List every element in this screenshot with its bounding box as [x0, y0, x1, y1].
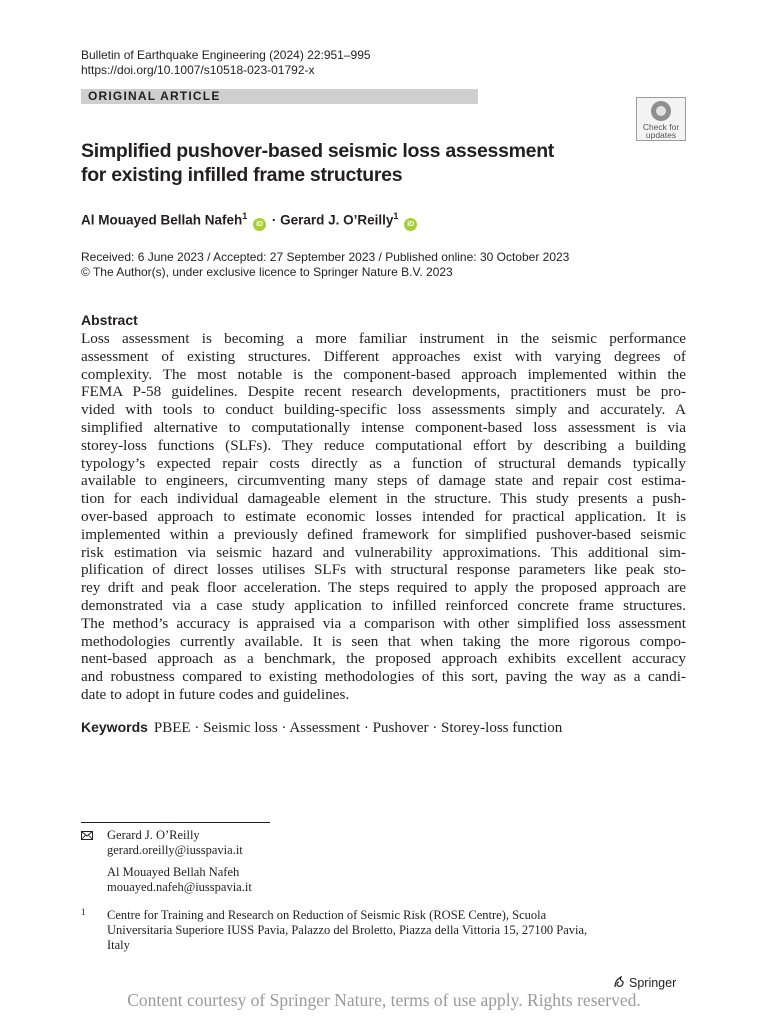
envelope-icon [81, 831, 93, 840]
corresponding-author-email[interactable]: gerard.oreilly@iusspavia.it [107, 843, 243, 857]
publisher-name: Springer [629, 976, 677, 990]
publication-dates: Received: 6 June 2023 / Accepted: 27 September 2023 / Published online: 30 October 2023 [81, 250, 570, 264]
abstract-line: over-based approach to estimate economic losses intended for practical application. It is [81, 507, 686, 525]
affiliation-text [107, 908, 647, 953]
corresponding-author-name: Gerard J. O’Reilly [107, 828, 200, 842]
abstract-line: Loss assessment is becoming a more familiar instrument in the seismic performance [81, 330, 686, 347]
footnote-divider [81, 822, 270, 823]
affiliation-line: Centre for Training and Research on Reduction of Seismic Risk (ROSE Centre), Scuola [107, 908, 547, 922]
author-name[interactable]: Al Mouayed Bellah Nafeh [81, 212, 243, 228]
paper-title [81, 139, 554, 187]
abstract-line: tion for each individual damageable element in the structure. This study presents a push- [81, 490, 686, 508]
abstract-line: nent-based approach as a benchmark, the proposed approach exhibits excellent accuracy [81, 650, 686, 668]
springer-horse-icon [612, 975, 626, 989]
abstract-line: storey-loss functions (SLFs). They reduce computational effort by describing a building [81, 436, 686, 454]
abstract-line: vided with tools to conduct building-specific loss assessments simply and accurately. A [81, 401, 686, 419]
keywords [81, 718, 562, 737]
abstract-line: FEMA P-58 guidelines. Despite recent research developments, practitioners must be pro- [81, 383, 686, 401]
check-updates-text-1: Check for [642, 122, 680, 132]
abstract-line: risk estimation via seismic hazard and vulnerability approximations. This additional sim- [81, 543, 686, 561]
article-type-band [81, 89, 478, 104]
author-affiliation-mark: 1 [393, 211, 399, 221]
article-type-label: ORIGINAL ARTICLE [88, 89, 221, 103]
abstract-line: date to adopt in future codes and guidelines. [81, 685, 350, 703]
affiliation-line: Italy [107, 938, 130, 952]
copyright-notice: © The Author(s), under exclusive licence to Springer Nature B.V. 2023 [81, 265, 453, 279]
author-separator: · [271, 212, 281, 228]
orcid-icon[interactable]: iD [253, 218, 266, 231]
abstract-line: The method’s accuracy is appraised via a comparison with other simplified loss assessment [81, 614, 686, 632]
check-updates-icon [651, 101, 671, 121]
abstract-line: assessment of existing structures. Different approaches exist with varying degrees of [81, 347, 686, 365]
author-affiliation-mark: 1 [242, 211, 248, 221]
title-line: Simplified pushover-based seismic loss assessment [81, 140, 555, 162]
abstract-body [81, 330, 686, 704]
abstract-heading: Abstract [81, 312, 138, 328]
journal-citation: Bulletin of Earthquake Engineering (2024) 22:951–995 [81, 48, 371, 62]
second-author-name: Al Mouayed Bellah Nafeh [107, 865, 240, 879]
abstract-line: plification of direct losses utilises SLFs with structural response parameters like peak sto- [81, 561, 686, 579]
keywords-list: PBEE · Seismic loss · Assessment · Pushover · Storey-loss function [153, 720, 563, 736]
second-author-email[interactable]: mouayed.nafeh@iusspavia.it [107, 880, 252, 894]
author-list [81, 207, 419, 231]
orcid-icon[interactable]: iD [404, 218, 417, 231]
abstract-line: implemented within a previously defined framework for simplified pushover-based seismic [81, 525, 686, 543]
check-for-updates-badge[interactable] [636, 97, 686, 141]
abstract-line: complexity. The most notable is the component-based approach implemented within the [81, 365, 686, 383]
abstract-line: simplified alternative to computationally intense component-based loss assessment is via [81, 418, 686, 436]
abstract-line: available to engineers, circumventing many steps of damage state and repair cost estima- [81, 472, 686, 490]
doi-link[interactable]: https://doi.org/10.1007/s10518-023-01792-x [81, 63, 315, 77]
abstract-line: demonstrated via a case study application to infilled reinforced concrete frame structures. [81, 596, 686, 614]
abstract-line: typology’s expected repair costs directly as a function of structural demands typically [81, 454, 686, 472]
keywords-label: Keywords [81, 719, 148, 735]
abstract-line: methodologies currently available. It is seen that when taking the more rigorous compo- [81, 632, 686, 650]
courtesy-watermark: Content courtesy of Springer Nature, terms of use apply. Rights reserved. [127, 990, 641, 1010]
author-name[interactable]: Gerard J. O’Reilly [280, 212, 394, 228]
check-updates-text-2: updates [645, 130, 677, 140]
abstract-line: and robustness compared to existing methodologies of this sort, paving the way as a candi- [81, 668, 686, 686]
affiliation-line: Universitaria Superiore IUSS Pavia, Palazzo del Broletto, Piazza della Vittoria 15, 27100 Pavia, [107, 923, 588, 937]
abstract-line: rey drift and peak floor acceleration. The steps required to apply the proposed approach are [81, 579, 686, 597]
title-line: for existing infilled frame structures [81, 164, 403, 186]
affiliation-number: 1 [81, 907, 86, 917]
